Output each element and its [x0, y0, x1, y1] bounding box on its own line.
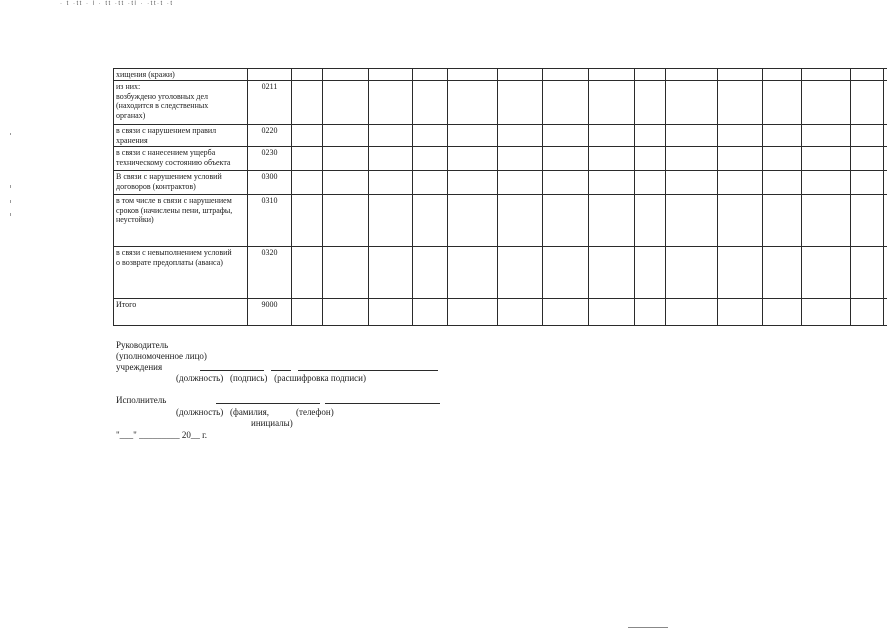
executor-position-line	[216, 403, 266, 404]
empty-cell	[763, 125, 802, 147]
empty-cell	[589, 69, 635, 81]
row-code: 0320	[248, 247, 292, 299]
empty-cell	[763, 247, 802, 299]
empty-cell	[369, 195, 413, 247]
margin-mark	[10, 185, 11, 188]
empty-cell	[323, 299, 369, 326]
empty-cell	[292, 125, 323, 147]
empty-cell	[448, 299, 498, 326]
empty-cell	[851, 299, 884, 326]
row-code: 0310	[248, 195, 292, 247]
empty-cell	[413, 125, 448, 147]
empty-cell	[802, 125, 851, 147]
empty-cell	[448, 125, 498, 147]
empty-cell	[718, 69, 763, 81]
empty-cell	[448, 81, 498, 125]
empty-cell	[323, 247, 369, 299]
executor-phone-line	[325, 403, 440, 404]
empty-cell	[413, 69, 448, 81]
empty-cell	[413, 247, 448, 299]
empty-cell	[543, 247, 589, 299]
empty-cell	[498, 299, 543, 326]
empty-cell	[635, 125, 666, 147]
row-label: из них: возбуждено уголовных дел (находится в следственных органах)	[114, 81, 248, 125]
empty-cell	[323, 171, 369, 195]
empty-cell	[802, 69, 851, 81]
table-row	[114, 171, 887, 195]
empty-cell	[666, 147, 718, 171]
empty-cell	[666, 69, 718, 81]
empty-cell	[802, 195, 851, 247]
empty-cell	[292, 81, 323, 125]
empty-cell	[369, 81, 413, 125]
table-row	[114, 195, 887, 247]
empty-cell	[498, 81, 543, 125]
empty-cell	[666, 125, 718, 147]
empty-cell	[718, 147, 763, 171]
empty-cell	[448, 69, 498, 81]
empty-cell	[292, 147, 323, 171]
head-name-line	[298, 370, 438, 371]
empty-cell	[589, 299, 635, 326]
empty-cell	[543, 125, 589, 147]
empty-cell	[292, 247, 323, 299]
empty-cell	[323, 195, 369, 247]
empty-cell	[589, 247, 635, 299]
empty-cell	[851, 69, 884, 81]
row-label: в том числе в связи с нарушением сроков (начислены пени, штрафы, неустойки)	[114, 195, 248, 247]
empty-cell	[543, 171, 589, 195]
empty-cell	[718, 171, 763, 195]
empty-cell	[543, 299, 589, 326]
head-institution: учреждения	[116, 362, 163, 372]
empty-cell	[763, 69, 802, 81]
empty-cell	[498, 195, 543, 247]
executor-captions: (должность) (фамилия, (телефон)	[176, 407, 334, 417]
empty-cell	[851, 147, 884, 171]
empty-cell	[292, 69, 323, 81]
empty-cell	[718, 195, 763, 247]
head-subtitle: (уполномоченное лицо)	[116, 351, 207, 361]
row-label: хищения (кражи)	[114, 69, 248, 81]
empty-cell	[718, 299, 763, 326]
empty-cell	[448, 247, 498, 299]
table-row	[114, 147, 887, 171]
empty-cell	[635, 171, 666, 195]
empty-cell	[635, 247, 666, 299]
empty-cell	[292, 195, 323, 247]
row-code: 0230	[248, 147, 292, 171]
table-row	[114, 247, 887, 299]
empty-cell	[802, 81, 851, 125]
empty-cell	[589, 195, 635, 247]
empty-cell	[851, 125, 884, 147]
head-title: Руководитель	[116, 340, 169, 350]
empty-cell	[635, 69, 666, 81]
empty-cell	[323, 125, 369, 147]
row-code: 9000	[248, 299, 292, 326]
empty-cell	[369, 299, 413, 326]
executor-title: Исполнитель	[116, 395, 167, 405]
empty-cell	[635, 299, 666, 326]
empty-cell	[369, 147, 413, 171]
table-row	[114, 69, 887, 81]
empty-cell	[413, 195, 448, 247]
empty-cell	[763, 171, 802, 195]
empty-cell	[498, 69, 543, 81]
margin-mark	[10, 133, 11, 135]
scan-corner-mark	[628, 627, 668, 631]
empty-cell	[543, 81, 589, 125]
executor-captions-initials: инициалы)	[251, 418, 293, 428]
empty-cell	[802, 299, 851, 326]
row-label: в связи с нанесением ущерба техническому состоянию объекта	[114, 147, 248, 171]
empty-cell	[323, 81, 369, 125]
empty-cell	[851, 171, 884, 195]
empty-cell	[498, 247, 543, 299]
empty-cell	[666, 171, 718, 195]
row-label: в связи с невыполнением условий о возврате предоплаты (аванса)	[114, 247, 248, 299]
empty-cell	[369, 69, 413, 81]
empty-cell	[323, 69, 369, 81]
empty-cell	[589, 125, 635, 147]
empty-cell	[413, 171, 448, 195]
empty-cell	[884, 247, 887, 299]
empty-cell	[448, 171, 498, 195]
empty-cell	[413, 299, 448, 326]
empty-cell	[448, 195, 498, 247]
empty-cell	[369, 247, 413, 299]
head-captions: (должность) (подпись) (расшифровка подписи)	[176, 373, 366, 383]
empty-cell	[292, 171, 323, 195]
row-code: 0211	[248, 81, 292, 125]
empty-cell	[763, 147, 802, 171]
empty-cell	[448, 147, 498, 171]
row-label: в связи с нарушением правил хранения	[114, 125, 248, 147]
empty-cell	[543, 147, 589, 171]
empty-cell	[369, 125, 413, 147]
table-row	[114, 81, 887, 125]
empty-cell	[763, 195, 802, 247]
empty-cell	[498, 125, 543, 147]
row-code	[248, 69, 292, 81]
empty-cell	[884, 299, 887, 326]
empty-cell	[589, 147, 635, 171]
row-code: 0300	[248, 171, 292, 195]
empty-cell	[635, 81, 666, 125]
empty-cell	[589, 171, 635, 195]
empty-cell	[718, 125, 763, 147]
report-table	[113, 68, 887, 326]
empty-cell	[851, 81, 884, 125]
head-signature-line	[271, 370, 291, 371]
empty-cell	[851, 247, 884, 299]
empty-cell	[498, 147, 543, 171]
empty-cell	[884, 195, 887, 247]
empty-cell	[589, 81, 635, 125]
empty-cell	[718, 81, 763, 125]
empty-cell	[802, 147, 851, 171]
empty-cell	[763, 81, 802, 125]
empty-cell	[884, 147, 887, 171]
empty-cell	[413, 147, 448, 171]
report-date: "___" _________ 20__ г.	[116, 430, 208, 440]
empty-cell	[666, 195, 718, 247]
empty-cell	[718, 247, 763, 299]
empty-cell	[292, 299, 323, 326]
margin-mark	[10, 213, 11, 216]
row-label: Итого	[114, 299, 248, 326]
table-row	[114, 299, 887, 326]
empty-cell	[884, 81, 887, 125]
empty-cell	[802, 247, 851, 299]
empty-cell	[635, 147, 666, 171]
empty-cell	[543, 195, 589, 247]
empty-cell	[884, 125, 887, 147]
empty-cell	[884, 69, 887, 81]
empty-cell	[323, 147, 369, 171]
empty-cell	[543, 69, 589, 81]
scan-header-artifact: · t ·tt · l · tt ·tt ·tl · ·tt·t ·t	[60, 1, 174, 7]
empty-cell	[851, 195, 884, 247]
empty-cell	[369, 171, 413, 195]
row-label: В связи с нарушением условий договоров (контрактов)	[114, 171, 248, 195]
empty-cell	[635, 195, 666, 247]
row-code: 0220	[248, 125, 292, 147]
empty-cell	[666, 247, 718, 299]
empty-cell	[884, 171, 887, 195]
empty-cell	[802, 171, 851, 195]
margin-mark	[10, 200, 11, 203]
empty-cell	[666, 299, 718, 326]
empty-cell	[498, 171, 543, 195]
executor-name-line	[260, 403, 320, 404]
table-row	[114, 125, 887, 147]
empty-cell	[413, 81, 448, 125]
empty-cell	[763, 299, 802, 326]
empty-cell	[666, 81, 718, 125]
head-position-line	[200, 370, 264, 371]
